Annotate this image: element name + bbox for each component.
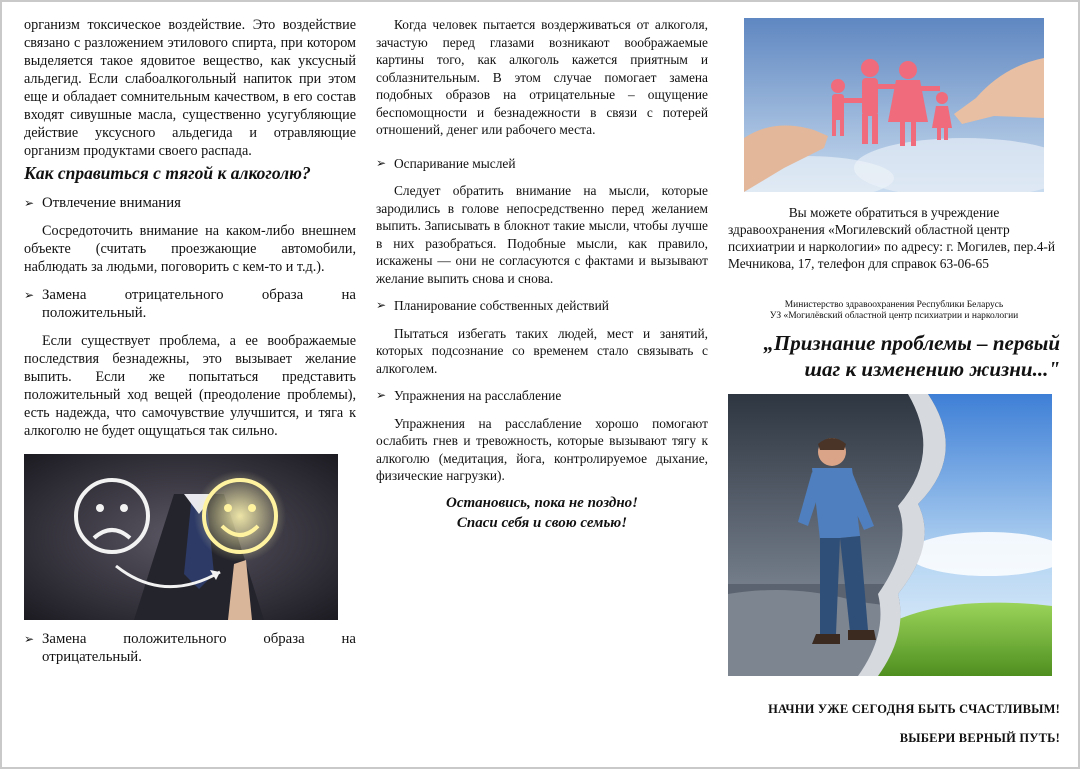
slogan-save: Спаси себя и свою семью!: [456, 514, 628, 531]
arrowhead-bullet-icon: ➢: [24, 196, 35, 210]
ministry-label: Министерство здравоохранения Республики Беларусь: [784, 300, 1004, 310]
bullet-item: [24, 630, 356, 666]
arrowhead-bullet-icon: ➢: [24, 288, 35, 302]
column-right: [728, 18, 1060, 746]
contact-address: здравоохранения «Могилевский областной центр психиатрии и наркологии» по адресу: г. Могилев, пер.4-й Мечникова, 17, телефон для справок 63-06-65: [728, 222, 1056, 271]
bullet-item: [376, 155, 708, 173]
bullet-item: [376, 297, 708, 315]
section-heading: Как справиться с тягой к алкоголю?: [24, 163, 311, 183]
body-paragraph: Следует обратить внимание на мысли, которые зародились в голове непосредственно перед желанием выпить. Записывать в блокнот такие мысли, чтобы лучше в них разобраться. Подобные мысли, как правило, искажены — они не согласуются с фактами и вызывают желание выпить снова и снова.: [376, 183, 708, 286]
paper-family-image: [744, 18, 1044, 192]
bullet-label: Планирование собственных действий: [394, 298, 609, 313]
body-paragraph: Сосредоточить внимание на каком-либо внешнем объекте (считать проезжающие автомобили, наблюдать за людьми, поговорить с кем-то и т.д.).: [24, 223, 356, 275]
arrowhead-bullet-icon: ➢: [376, 298, 387, 312]
paper-family-illustration: [744, 18, 1044, 192]
bullet-label: Замена отрицательного образа на положительный.: [42, 287, 356, 321]
body-paragraph: Упражнения на расслабление хорошо помогают ослабить гнев и тревожность, которые вызывают тягу к алкоголю (медитация, йога, контролируемое дыхание, физические нагрузки).: [376, 415, 708, 483]
contact-line: Вы можете обратиться в учреждение: [788, 205, 1000, 220]
arrowhead-bullet-icon: ➢: [24, 632, 35, 646]
bullet-item: [376, 387, 708, 405]
bullet-label: Замена положительного образа на отрицательный.: [42, 631, 356, 665]
column-left: [24, 16, 356, 666]
arrowhead-bullet-icon: ➢: [376, 155, 387, 170]
quote-line-1: „Признание проблемы – первый: [763, 331, 1060, 355]
call-to-action-path: ВЫБЕРИ ВЕРНЫЙ ПУТЬ!: [899, 731, 1060, 745]
call-to-action-happy: НАЧНИ УЖЕ СЕГОДНЯ БЫТЬ СЧАСТЛИВЫМ!: [768, 702, 1060, 716]
bullet-label: Оспаривание мыслей: [394, 155, 516, 171]
column-middle: [376, 16, 708, 533]
bullet-label: Отвлечение внимания: [42, 195, 181, 211]
storm-to-meadow-illustration: [728, 394, 1052, 676]
body-paragraph: Когда человек пытается воздерживаться от алкоголя, зачастую перед глазами возникают воображаемые картины того, как алкоголь кажется приятным и соблазнительным. В этом случае помогает замена подобных образов на отрицательные – ощущение беспомощности и безнадежности в связи с потерей отношений, денег или рабочего места.: [376, 17, 708, 137]
bullet-item: [24, 194, 356, 212]
quote-line-2: шаг к изменению жизни...": [804, 357, 1060, 381]
slogan-stop: Остановись, пока не поздно!: [445, 494, 638, 511]
bullet-label: Упражнения на расслабление: [394, 388, 562, 403]
body-paragraph: Пытаться избегать таких людей, мест и занятий, которых подсознание со временем стало связывать с алкоголем.: [376, 325, 708, 376]
arrowhead-bullet-icon: ➢: [376, 388, 387, 402]
intro-paragraph: организм токсическое воздействие. Это воздействие связано с разложением этилового спирта, при котором выделяется такое ядовитое вещество, как уксусный альдегид. Если слабоалкогольный напиток при этом еще и обладает сомнительным качеством, в его состав входят сивушные масла, существенно усугубляющие действие уксусного альдегида и отравляющие организм продуктами своего распада.: [24, 17, 356, 159]
body-paragraph: Если существует проблема, а ее воображаемые последствия безнадежны, это вызывает желание выпить. Если же попытаться представить положительный ход вещей (преодоление проблемы), есть надежда, что самочувствие улучшится, и тяга к алкоголю не будет ощущаться так сильно.: [24, 333, 356, 439]
storm-to-meadow-image: [728, 394, 1052, 676]
smiley-choice-image: [24, 454, 338, 620]
smiley-choice-illustration: [24, 454, 338, 620]
institution-label: УЗ «Могилёвский областной центр психиатрии и наркологии: [769, 311, 1019, 321]
bullet-item: [24, 286, 356, 322]
